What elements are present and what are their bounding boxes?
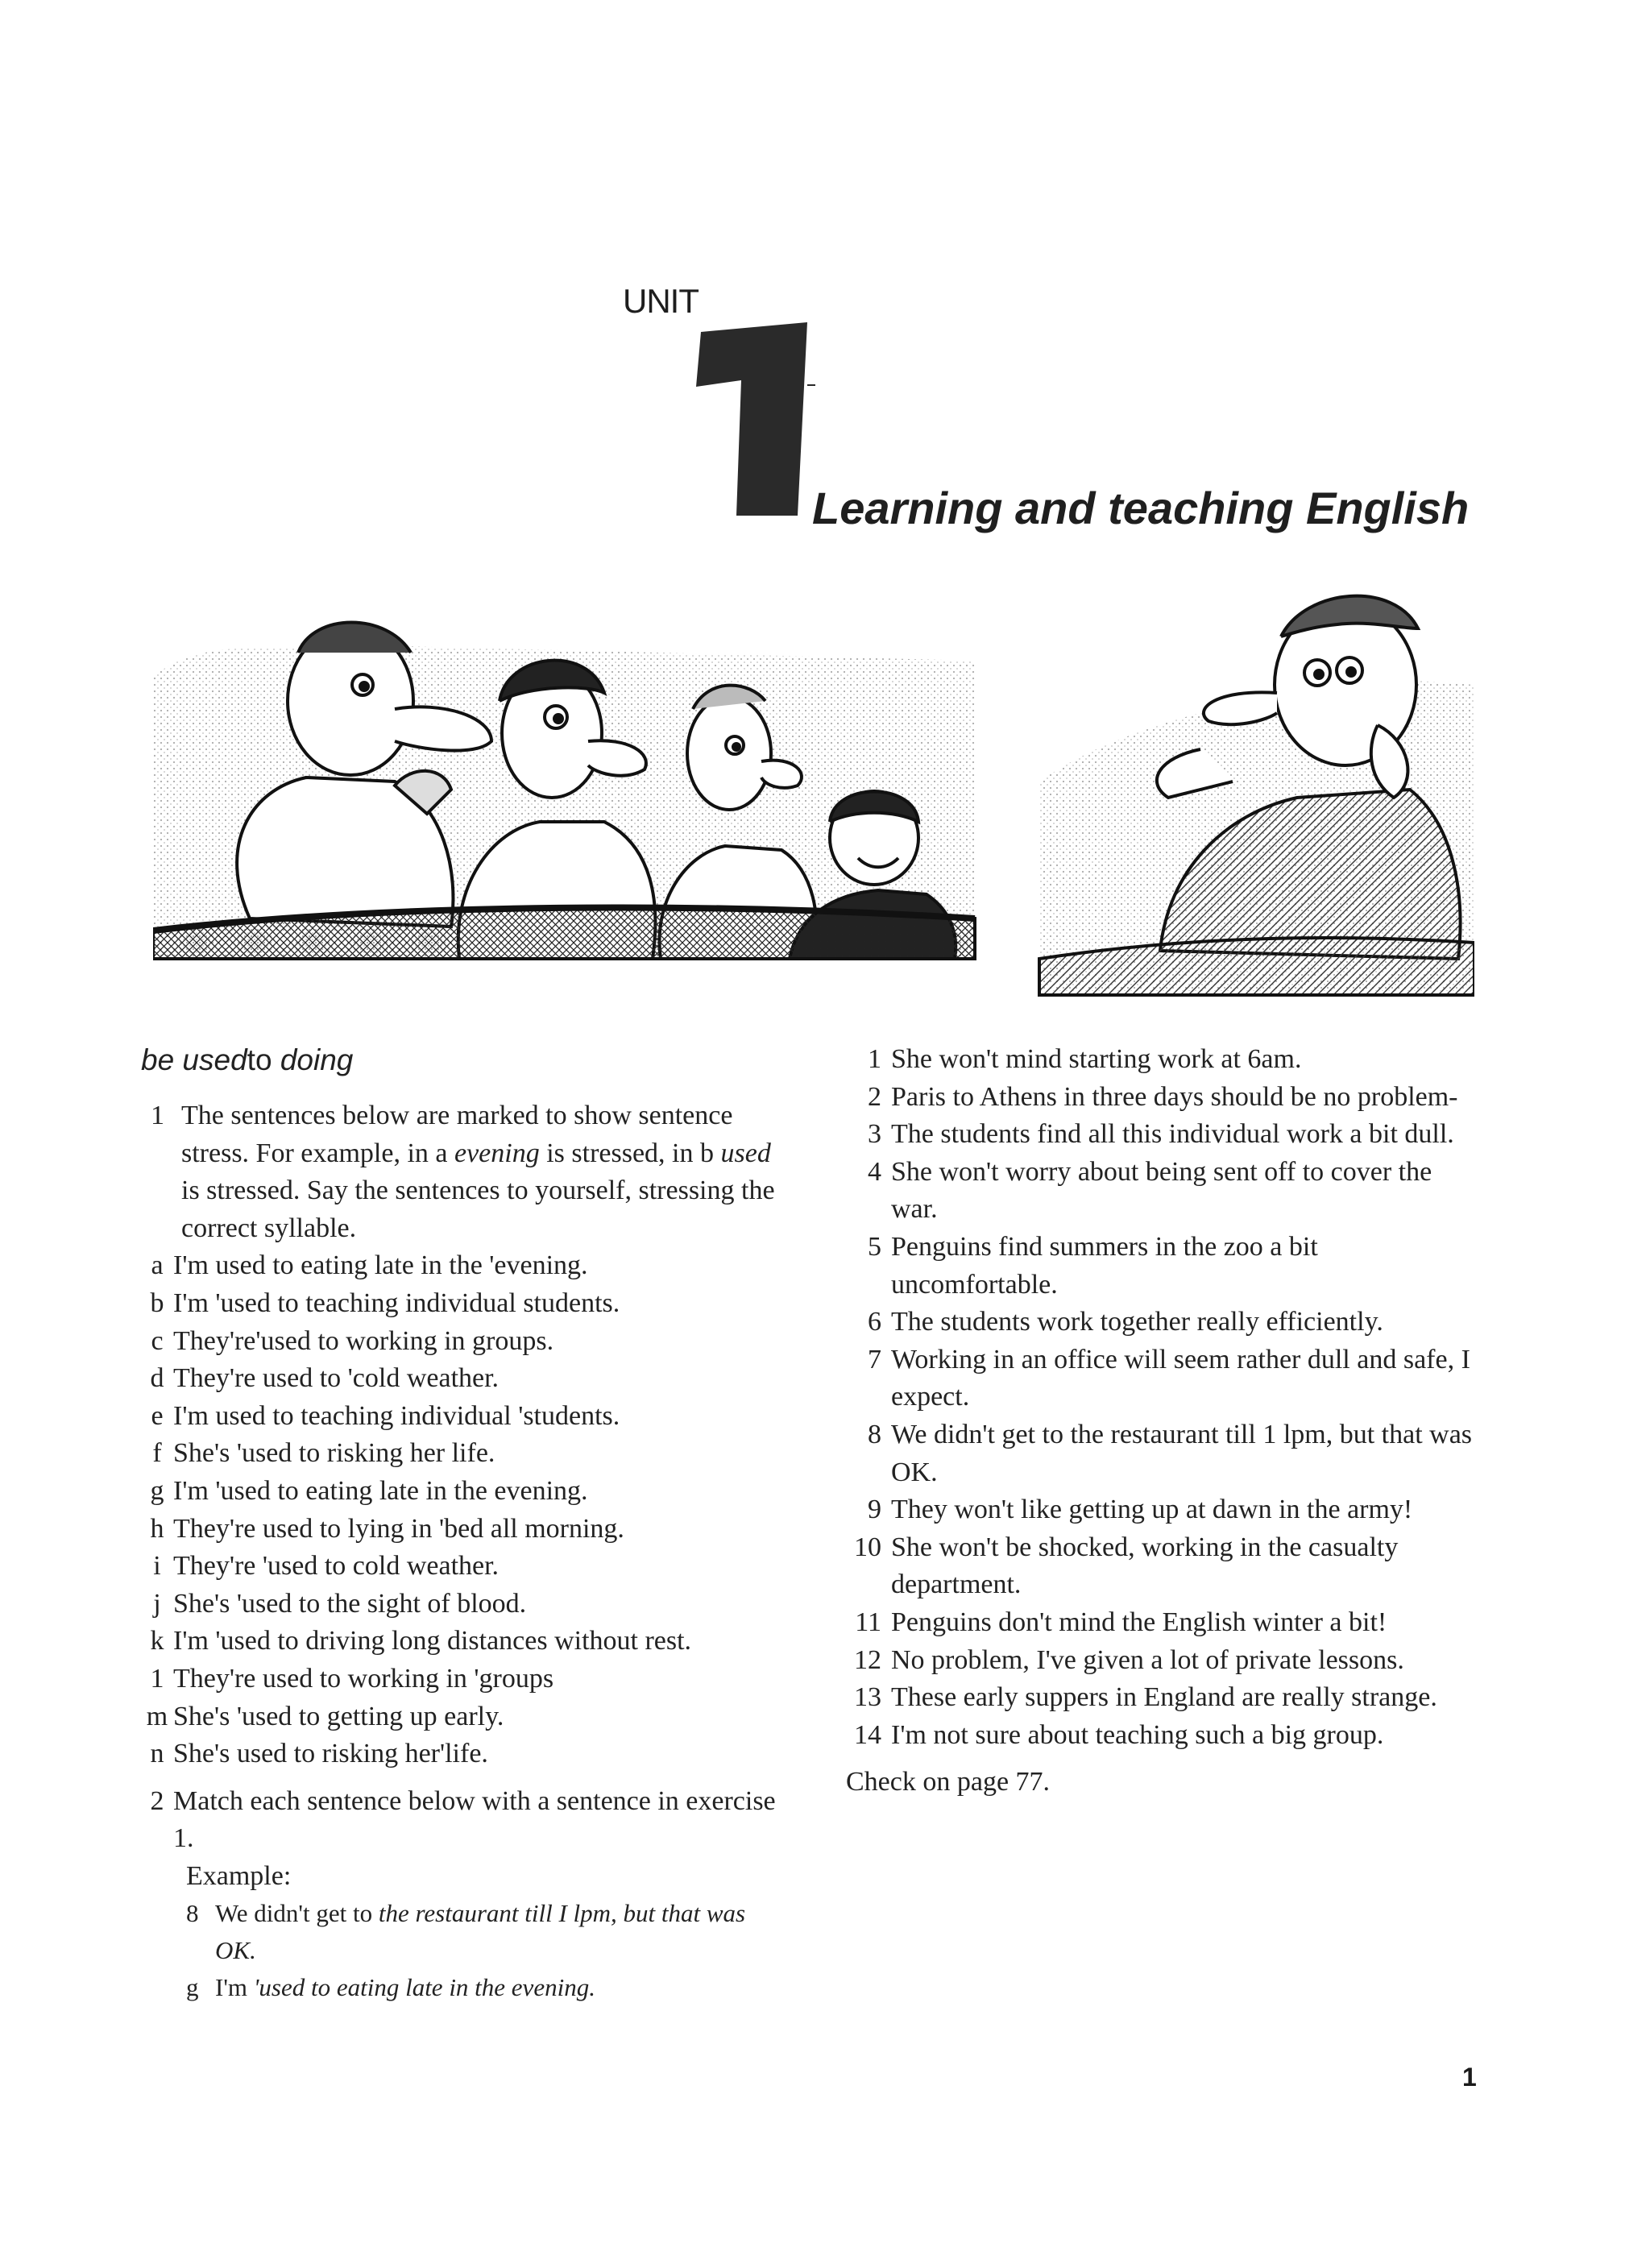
sentence-text: She won't worry about being sent off to cover the war. [891,1156,1432,1225]
item-label: m [146,1701,168,1731]
item-label: j [153,1588,161,1619]
sentence-number: 7 [868,1344,881,1374]
check-note: Check on page 77. [846,1767,1051,1797]
example-line-label: g [186,1973,199,2002]
section-heading-part3: doing [280,1043,354,1076]
sentence-number: 1 [868,1044,881,1074]
exercise-1-item [141,1247,786,1285]
sentence-number: 14 [854,1719,881,1750]
sentence-number: 4 [868,1156,881,1187]
sentence-item [846,1341,1482,1416]
item-text: They're used to working in 'groups [173,1663,554,1694]
sentence-item [846,1079,1482,1117]
sentence-item [846,1717,1482,1755]
item-label: 1 [150,1663,164,1694]
item-text: They're used to 'cold weather. [173,1363,500,1394]
unit-number-graphic [694,322,815,516]
right-column [846,1041,1482,1802]
exercise-1-item [141,1735,786,1773]
sentence-text: The students find all this individual work a bit dull. [891,1119,1454,1150]
item-text: They're 'used to cold weather. [173,1551,500,1582]
item-label: a [151,1250,164,1281]
exercise-1-item [141,1586,786,1623]
instructions-text: The sentences below are marked to show sentence stress. For example, in a [181,1101,733,1168]
exercise-number: 1 [151,1101,164,1130]
exercise-2-instructions: Match each sentence below with a sentence in exercise 1. [173,1785,776,1854]
sentence-number: 6 [868,1307,881,1337]
item-label: d [150,1363,164,1394]
exercise-2-heading [141,1783,786,1858]
item-text: I'm used to teaching individual 'students. [173,1400,620,1431]
item-text: She's 'used to getting up early. [173,1701,504,1731]
item-label: k [150,1626,164,1656]
exercise-1-item [141,1473,786,1511]
exercise-1-heading [151,1097,786,1247]
sentence-item [846,1229,1482,1304]
exercise-2 [141,1783,786,2007]
example-label: Example: [186,1860,292,1891]
sentence-item [846,1416,1482,1491]
page-number: 1 [1462,2063,1477,2092]
sentence-number: 2 [868,1081,881,1112]
sentence-item [846,1041,1482,1079]
example-italic-text: the restaurant till I lpm, but that was OK. [215,1899,746,1965]
sentence-number: 13 [854,1682,881,1713]
item-label: b [150,1287,164,1318]
sentence-text: Penguins don't mind the English winter a bit! [891,1607,1387,1637]
sentence-text: She won't mind starting work at 6am. [891,1044,1302,1074]
sentence-number: 8 [868,1419,881,1449]
exercise-1-instructions [181,1097,786,1247]
sentence-text: Working in an office will seem rather dull and safe, I expect. [891,1344,1470,1412]
item-text: She's 'used to the sight of blood. [173,1588,527,1619]
section-heading-part2: to [247,1043,272,1076]
item-label: i [153,1551,161,1582]
item-label: g [150,1475,164,1506]
sentence-number: 11 [855,1607,881,1637]
sentence-text: I'm not sure about teaching such a big group. [891,1719,1384,1750]
left-column [141,1097,786,2006]
exercise-1-item [141,1435,786,1473]
exercise-number: 2 [150,1785,164,1816]
item-label: c [151,1325,164,1356]
unit-title: Learning and teaching English [812,483,1470,533]
exercise-1-item [141,1661,786,1698]
example-line-text [215,1895,786,1969]
sentence-item [846,1529,1482,1604]
example-line-label: 8 [186,1899,199,1928]
sentence-item [846,1304,1482,1341]
sentence-number: 9 [868,1495,881,1525]
exercise-1-item [141,1698,786,1736]
exercise-1-item [141,1285,786,1323]
item-text: They're used to lying in 'bed all morning. [173,1513,624,1544]
item-label: e [151,1400,164,1431]
instructions-italic-evening: evening [454,1138,540,1168]
exercise-1-item [141,1548,786,1586]
sentence-item [846,1116,1482,1154]
item-label: h [150,1513,164,1544]
sentence-text: These early suppers in England are really strange. [891,1682,1437,1713]
exercise-1-item [141,1511,786,1549]
section-heading-part1: be used [141,1043,247,1076]
sentence-item [846,1491,1482,1529]
example-line-text [215,1969,786,2006]
sentence-item [846,1154,1482,1229]
exercise-1-item [141,1360,786,1398]
instructions-text: is stressed, in b [539,1138,721,1168]
item-text: She's 'used to risking her life. [173,1438,495,1469]
example-plain-text: I'm [215,1973,254,2002]
sentence-item [846,1604,1482,1642]
exercise-1-item [141,1623,786,1661]
exercise-1-item [141,1398,786,1436]
sentence-text: She won't be shocked, working in the casualty department. [891,1532,1399,1600]
instructions-italic-used: used [720,1138,771,1168]
sentence-text: No problem, I've given a lot of private lessons. [891,1644,1404,1675]
example-line [186,1895,786,1969]
sentence-text: The students work together really efficiently. [891,1307,1383,1337]
item-text: They're'used to working in groups. [173,1325,554,1356]
item-label: f [152,1438,162,1469]
sentence-text: We didn't get to the restaurant till 1 lpm, but that was OK. [891,1419,1473,1487]
unit-label: UNIT [623,282,699,320]
item-text: I'm 'used to eating late in the evening. [173,1475,588,1506]
example-plain-text: We didn't get to [215,1899,379,1928]
sentence-item [846,1679,1482,1717]
item-text: I'm used to eating late in the 'evening. [173,1250,588,1281]
sentence-text: They won't like getting up at dawn in the army! [891,1495,1413,1525]
item-text: I'm 'used to driving long distances without rest. [173,1626,692,1656]
exercise-1-item [141,1323,786,1361]
sentence-text: Paris to Athens in three days should be no problem- [891,1081,1458,1112]
item-label: n [150,1739,164,1769]
sentence-text: Penguins find summers in the zoo a bit uncomfortable. [891,1231,1318,1300]
example-italic-text: 'used to eating late in the evening. [253,1973,595,2002]
instructions-text: is stressed. Say the sentences to yourself, stressing the correct syllable. [181,1175,775,1243]
sentence-number: 12 [854,1644,881,1675]
sentence-number: 3 [868,1119,881,1150]
item-text: I'm 'used to teaching individual students. [173,1287,620,1318]
item-text: She's used to risking her'life. [173,1739,488,1769]
example-line [186,1969,786,2006]
sentence-number: 5 [868,1231,881,1262]
section-heading [141,1043,353,1077]
classroom-cartoon-illustration [153,580,1474,999]
sentence-number: 10 [854,1532,881,1562]
sentence-item [846,1642,1482,1680]
